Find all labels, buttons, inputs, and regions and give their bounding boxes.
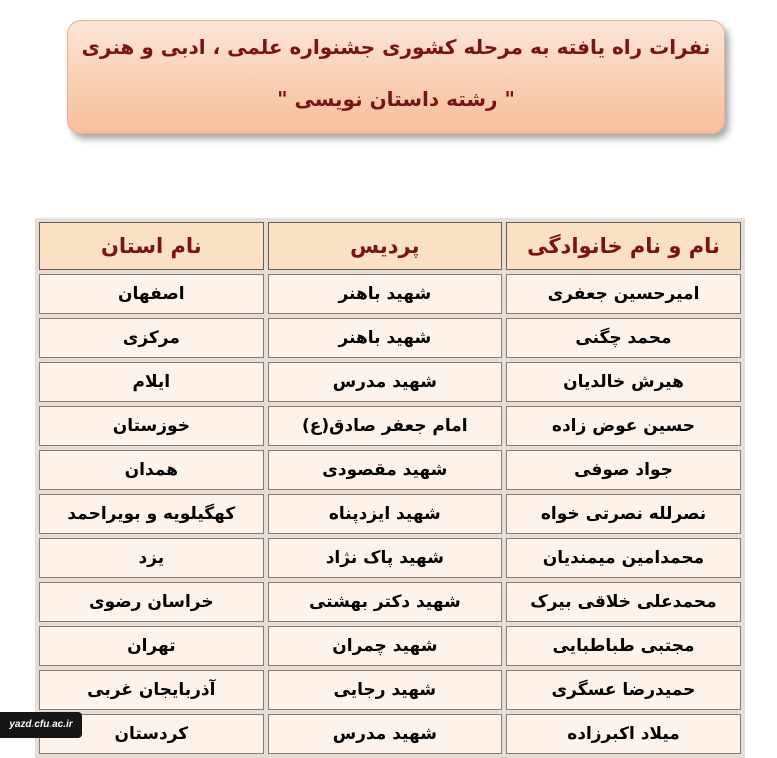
- cell-campus: شهید ایزدپناه: [268, 494, 502, 534]
- cell-province: تهران: [39, 626, 264, 666]
- watermark-dot: .: [49, 719, 53, 730]
- cell-full-name: مجتبی طباطبایی: [506, 626, 741, 666]
- cell-province: اصفهان: [39, 274, 264, 314]
- cell-full-name: حسین عوض زاده: [506, 406, 741, 446]
- cell-campus: شهید باهنر: [268, 318, 502, 358]
- table-row: [39, 626, 741, 666]
- cell-province: مرکزی: [39, 318, 264, 358]
- cell-campus: شهید دکتر بهشتی: [268, 582, 502, 622]
- cell-full-name: هیرش خالدیان: [506, 362, 741, 402]
- banner-title: نفرات راه یافته به مرحله کشوری جشنواره علمی ، ادبی و هنری: [81, 35, 711, 59]
- cell-province: آذربایجان غربی: [39, 670, 264, 710]
- table-row: [39, 406, 741, 446]
- watermark-mid: cfu: [34, 719, 50, 730]
- table-header-row: [39, 222, 741, 270]
- cell-province: خراسان رضوی: [39, 582, 264, 622]
- header-full-name: نام و نام خانوادگی: [506, 222, 741, 270]
- table-row: [39, 494, 741, 534]
- cell-campus: شهید پاک نژاد: [268, 538, 502, 578]
- table-row: [39, 538, 741, 578]
- cell-full-name: نصرلله نصرتی خواه: [506, 494, 741, 534]
- header-campus: پردیس: [268, 222, 502, 270]
- watermark-prefix: yazd: [9, 719, 32, 730]
- cell-full-name: جواد صوفی: [506, 450, 741, 490]
- table-row: [39, 362, 741, 402]
- table-row: [39, 714, 741, 754]
- table-row: [39, 582, 741, 622]
- cell-full-name: امیرحسین جعفری: [506, 274, 741, 314]
- cell-province: همدان: [39, 450, 264, 490]
- cell-full-name: حمیدرضا عسگری: [506, 670, 741, 710]
- cell-province: ایلام: [39, 362, 264, 402]
- cell-province: خوزستان: [39, 406, 264, 446]
- cell-full-name: میلاد اکبرزاده: [506, 714, 741, 754]
- watermark-suffix: ac.ir: [52, 719, 73, 730]
- site-watermark: [0, 712, 82, 738]
- cell-province: یزد: [39, 538, 264, 578]
- cell-campus: شهید مقصودی: [268, 450, 502, 490]
- table-row: [39, 318, 741, 358]
- cell-campus: شهید باهنر: [268, 274, 502, 314]
- watermark-dot: .: [31, 719, 35, 730]
- header-province: نام استان: [39, 222, 264, 270]
- cell-full-name: محمدعلی خلاقی بیرک: [506, 582, 741, 622]
- cell-province: کهگیلویه و بویراحمد: [39, 494, 264, 534]
- cell-campus: شهید مدرس: [268, 362, 502, 402]
- cell-campus: شهید مدرس: [268, 714, 502, 754]
- cell-campus: امام جعفر صادق(ع): [268, 406, 502, 446]
- cell-full-name: محمد چگنی: [506, 318, 741, 358]
- cell-full-name: محمدامین میمندیان: [506, 538, 741, 578]
- cell-campus: شهید چمران: [268, 626, 502, 666]
- cell-province: کردستان: [39, 714, 264, 754]
- winners-table: [35, 218, 745, 758]
- table-row: [39, 670, 741, 710]
- title-banner: [67, 20, 725, 134]
- banner-subtitle: " رشته داستان نویسی ": [277, 87, 515, 111]
- cell-campus: شهید رجایی: [268, 670, 502, 710]
- table-row: [39, 450, 741, 490]
- table-row: [39, 274, 741, 314]
